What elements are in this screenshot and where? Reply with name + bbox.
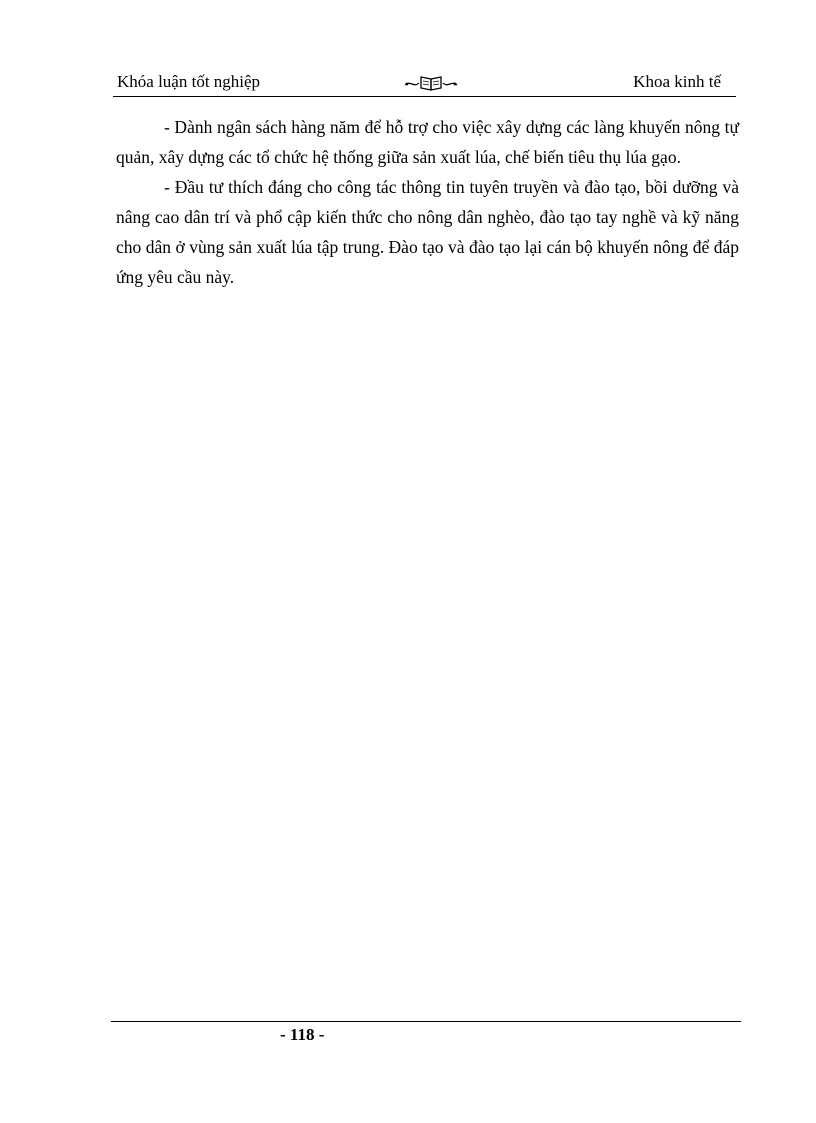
- page-number: - 118 -: [280, 1025, 325, 1044]
- header-title-left: Khóa luận tốt nghiệp: [117, 72, 261, 91]
- page-header: [113, 70, 736, 97]
- book-ornament-icon: [402, 72, 462, 92]
- paragraph: - Đầu tư thích đáng cho công tác thông tin tuyên truyền và đào tạo, bồi dưỡng và nâng cao dân trí và phổ cập kiến thức cho nông dân nghèo, đào tạo tay nghề và kỹ năng cho dân ở vùng sản xuất lúa tập trung. Đào tạo và đào tạo lại cán bộ khuyến nông để đáp ứng yêu cầu này.: [116, 177, 739, 287]
- document-body: [116, 112, 739, 292]
- footer-rule: [111, 1021, 741, 1022]
- header-title-right: Khoa kinh tế: [633, 72, 721, 91]
- paragraph: - Dành ngân sách hàng năm để hỗ trợ cho việc xây dựng các làng khuyến nông tự quản, xây dựng các tổ chức hệ thống giữa sản xuất lúa, chế biến tiêu thụ lúa gạo.: [116, 117, 739, 167]
